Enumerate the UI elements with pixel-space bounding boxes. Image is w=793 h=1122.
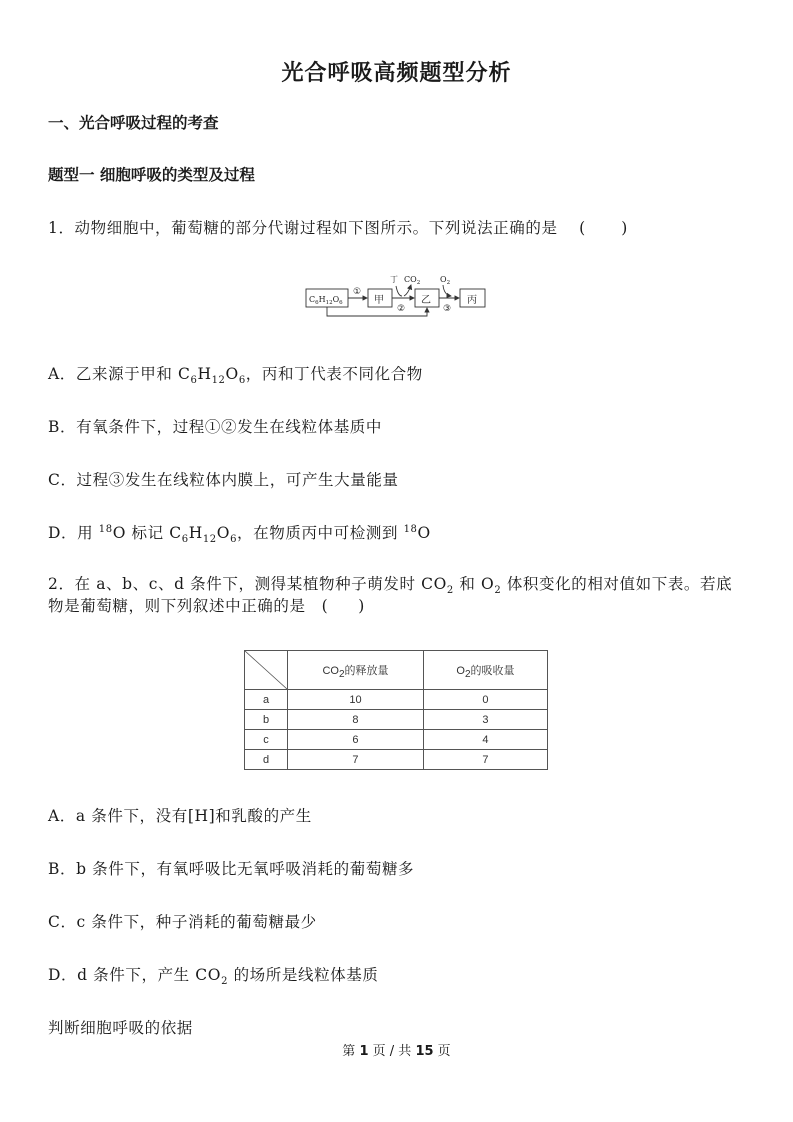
- q1-stem-text: 1．动物细胞中，葡萄糖的部分代谢过程如下图所示。下列说法正确的是: [48, 219, 558, 237]
- table-header-o2: $O_2$的吸收量: [423, 651, 547, 690]
- q1-paren-right: ): [621, 219, 628, 237]
- table-row: [245, 710, 548, 730]
- q2-option-d: D．d 条件下，产生 $CO_2$ 的场所是线粒体基质: [48, 966, 379, 988]
- q1-option-a: A．乙来源于甲和 $C_6H_{12}O_6$，丙和丁代表不同化合物: [48, 365, 423, 387]
- table-cell-co2: 7: [288, 750, 424, 770]
- table-row: [245, 730, 548, 750]
- table-cell-cond: c: [245, 730, 288, 750]
- total-pages: 15: [415, 1044, 434, 1059]
- node-bing-label: 丙: [467, 295, 477, 306]
- arrow-co2-out: [404, 285, 411, 296]
- page-footer: 第 1 页 / 共 15 页: [342, 1044, 451, 1059]
- q1-paren-left: (: [579, 219, 586, 237]
- q2-stem: 2．在 a、b、c、d 条件下，测得某植物种子萌发时 $CO_2$ 和 $O_2$ 体积变化的相对值如下表。若底物是葡萄糖，则下列叙述中正确的是 ( ): [48, 575, 733, 615]
- section-heading: 一、光合呼吸过程的考查: [48, 114, 219, 132]
- arrow-ding-in: [396, 286, 402, 296]
- arrow-bypass: [327, 307, 427, 316]
- step1-label: ①: [353, 287, 362, 297]
- table-corner-cell: [245, 651, 288, 690]
- current-page: 1: [359, 1044, 369, 1059]
- table-cell-co2: 6: [288, 730, 424, 750]
- co2-label: $CO_2$: [404, 275, 421, 286]
- q2-data-table: [244, 650, 548, 770]
- arrow-o2-in: [443, 285, 451, 296]
- table-header-row: [245, 651, 548, 690]
- q1-option-c: C．过程③发生在线粒体内膜上，可产生大量能量: [48, 471, 399, 489]
- q2-paren-left: (: [321, 597, 329, 615]
- table-cell-co2: 8: [288, 710, 424, 730]
- q2-paren-right: ): [358, 597, 365, 615]
- table-header-co2: $CO_2$的释放量: [288, 651, 424, 690]
- basis-heading: 判断细胞呼吸的依据: [48, 1019, 193, 1037]
- q1-option-d: D．用 $^{18}$O 标记 $C_6H_{12}O_6$，在物质丙中可检测到 $^{18}$O: [48, 523, 431, 546]
- table-cell-co2: 10: [288, 690, 424, 710]
- node-yi-label: 乙: [421, 295, 431, 306]
- node-jia-label: 甲: [374, 295, 384, 306]
- q2-option-c: C．c 条件下，种子消耗的葡萄糖最少: [48, 913, 317, 931]
- table-row: [245, 690, 548, 710]
- table-cell-o2: 7: [423, 750, 547, 770]
- table-row: [245, 750, 548, 770]
- q2-option-b: B．b 条件下，有氧呼吸比无氧呼吸消耗的葡萄糖多: [48, 860, 415, 878]
- table-cell-cond: a: [245, 690, 288, 710]
- o2-label: $O_2$: [440, 275, 451, 286]
- step3-label: ③: [443, 304, 452, 314]
- table-cell-cond: d: [245, 750, 288, 770]
- subsection-heading: 题型一 细胞呼吸的类型及过程: [48, 166, 255, 184]
- table-cell-o2: 0: [423, 690, 547, 710]
- table-cell-cond: b: [245, 710, 288, 730]
- table-cell-o2: 4: [423, 730, 547, 750]
- page-title: 光合呼吸高频题型分析: [281, 61, 512, 86]
- q1-stem: [48, 216, 628, 238]
- ding-label: 丁: [390, 275, 398, 284]
- q1-metabolism-diagram: [300, 268, 490, 324]
- q1-option-b: B．有氧条件下，过程①②发生在线粒体基质中: [48, 418, 382, 436]
- step2-label: ②: [397, 304, 406, 314]
- q2-option-a: A．a 条件下，没有[H]和乳酸的产生: [48, 807, 312, 825]
- corner-diagonal: [245, 651, 287, 689]
- node-glucose-label: $C_6H_{12}O_6$: [309, 295, 343, 306]
- table-cell-o2: 3: [423, 710, 547, 730]
